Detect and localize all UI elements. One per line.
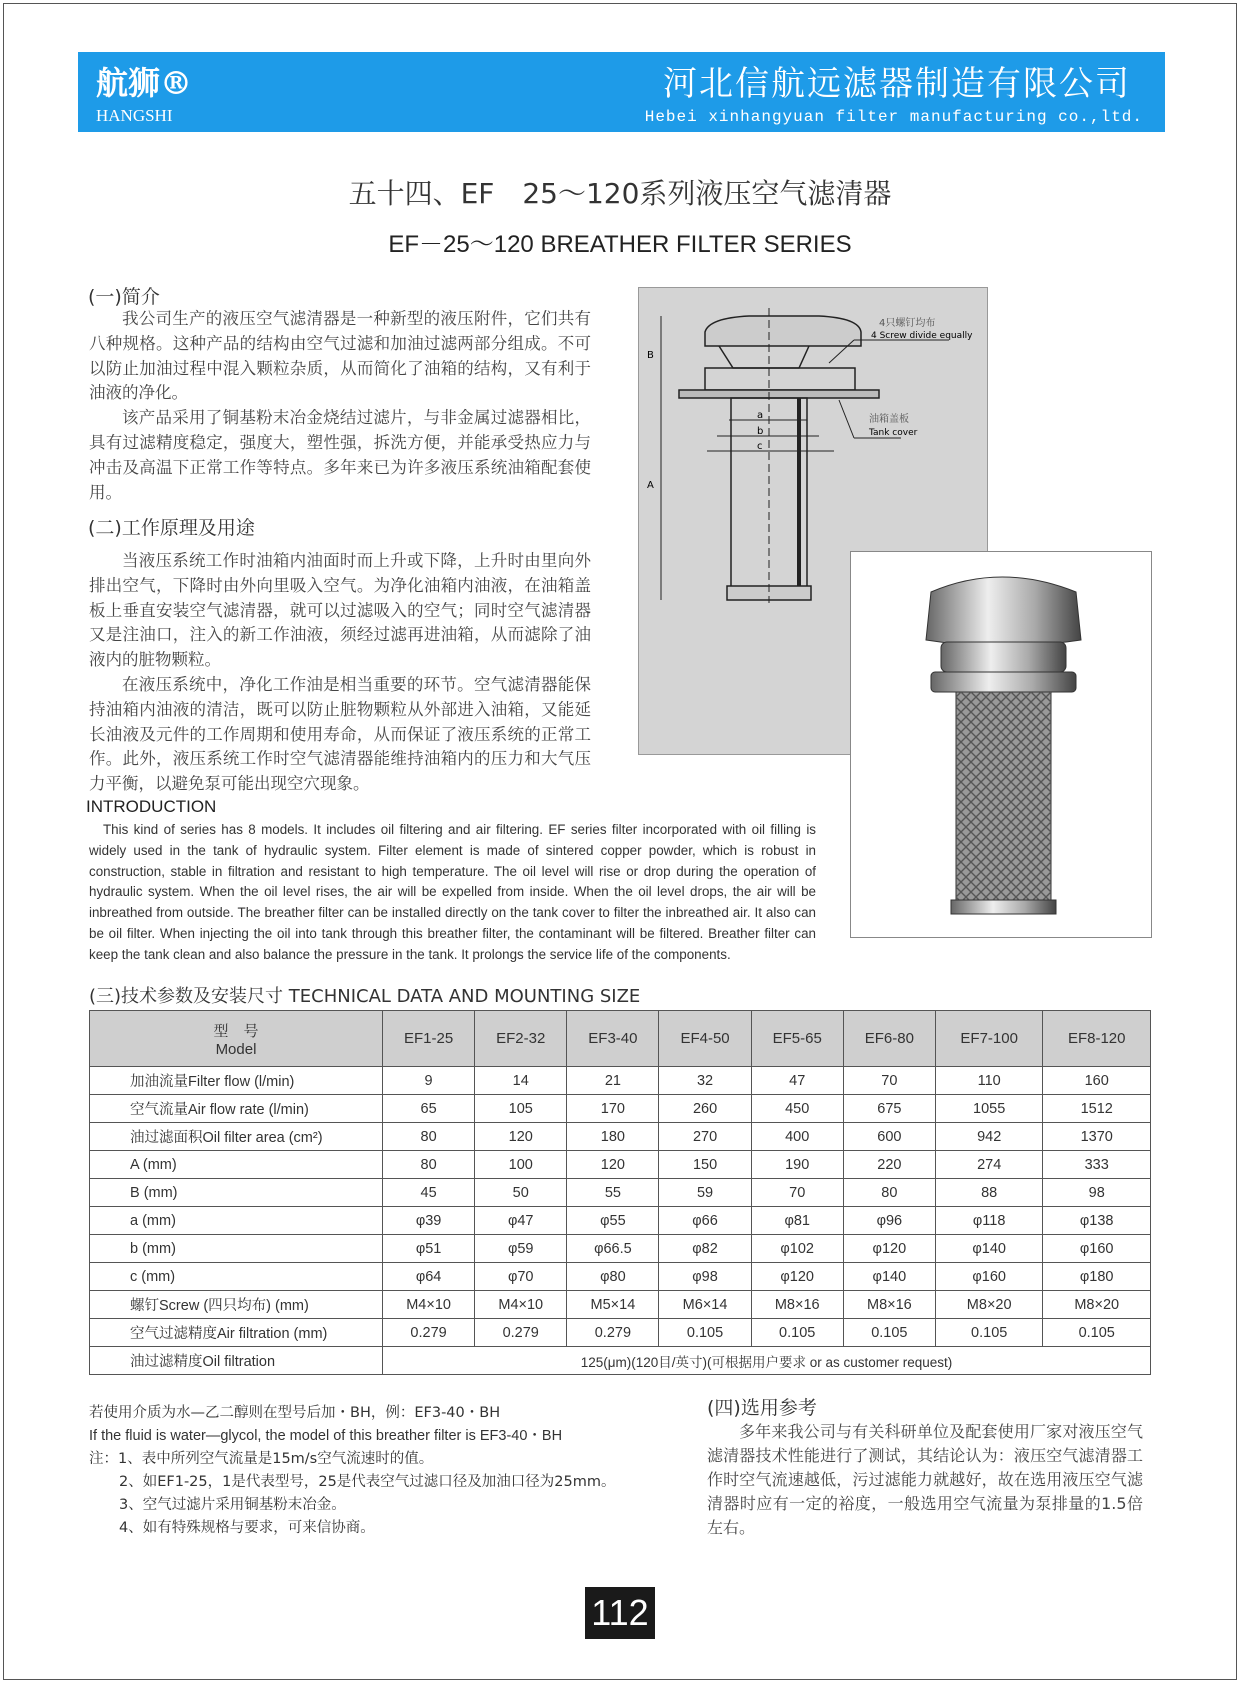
table-cell: φ82	[659, 1235, 751, 1263]
table-cell: φ120	[843, 1235, 935, 1263]
model-col: EF4-50	[659, 1011, 751, 1067]
table-cell: φ81	[751, 1207, 843, 1235]
cover-label-en: Tank cover	[869, 428, 918, 438]
table-cell: φ51	[383, 1235, 475, 1263]
table-cell: 150	[659, 1151, 751, 1179]
table-cell: 260	[659, 1095, 751, 1123]
table-cell: 70	[843, 1067, 935, 1095]
note: 4、如有特殊规格与要求，可来信协商。	[119, 1520, 375, 1536]
table-cell: 70	[751, 1179, 843, 1207]
table-cell: 450	[751, 1095, 843, 1123]
row-label: a (mm)	[90, 1207, 383, 1235]
paragraph: 我公司生产的液压空气滤清器是一种新型的液压附件，它们共有八种规格。这种产品的结构由空气过滤和加油过滤两部分组成。不可以防止加油过程中混入颗粒杂质，从而简化了油箱的结构，又有利于油液的净化。	[89, 309, 591, 403]
notes	[89, 1402, 616, 1540]
table-cell: 0.105	[751, 1319, 843, 1347]
model-header-cn: 型 号	[213, 1022, 259, 1040]
company-name-en: Hebei xinhangyuan filter manufacturing co.,ltd.	[644, 108, 1143, 126]
table-cell: 190	[751, 1151, 843, 1179]
table-row	[90, 1179, 1151, 1207]
model-col: EF1-25	[383, 1011, 475, 1067]
table-cell: 14	[475, 1067, 567, 1095]
table-cell: 88	[935, 1179, 1042, 1207]
dim-B-label: B	[647, 350, 654, 361]
table-cell: M8×16	[751, 1291, 843, 1319]
page-subtitle: EF－25～120 BREATHER FILTER SERIES	[388, 231, 852, 258]
table-row	[90, 1067, 1151, 1095]
row-label: 加油流量Filter flow (l/min)	[90, 1067, 383, 1095]
table-cell: 120	[475, 1123, 567, 1151]
table-row	[90, 1291, 1151, 1319]
table-cell: M4×10	[475, 1291, 567, 1319]
table-row	[90, 1319, 1151, 1347]
table-cell: 942	[935, 1123, 1042, 1151]
table-cell: 0.105	[1043, 1319, 1151, 1347]
dim-A-label: A	[647, 480, 654, 491]
table-cell: 110	[935, 1067, 1042, 1095]
dim-b-label: b	[757, 426, 764, 437]
table-cell: 100	[475, 1151, 567, 1179]
note: 注：1、表中所列空气流量是15m/s空气流速时的值。	[89, 1451, 434, 1467]
table-cell: φ160	[1043, 1235, 1151, 1263]
table-cell: 105	[475, 1095, 567, 1123]
introduction-heading: INTRODUCTION	[86, 797, 217, 816]
table-cell: φ138	[1043, 1207, 1151, 1235]
table-cell: M8×20	[935, 1291, 1042, 1319]
table-row	[90, 1263, 1151, 1291]
table-cell: 65	[383, 1095, 475, 1123]
table-cell: 0.105	[659, 1319, 751, 1347]
table-cell: M4×10	[383, 1291, 475, 1319]
dim-a-label: a	[757, 410, 764, 421]
section-2-text	[89, 549, 591, 797]
dim-c-label: c	[757, 441, 763, 452]
table-cell: 180	[567, 1123, 659, 1151]
note: 2、如EF1-25，1是代表型号，25是代表空气过滤口径及加油口径为25mm。	[119, 1474, 616, 1490]
note: 若使用介质为水—乙二醇则在型号后加・BH，例：EF3-40・BH	[89, 1405, 501, 1421]
table-cell: 274	[935, 1151, 1042, 1179]
section-4-heading: (四)选用参考	[707, 1397, 817, 1419]
table-cell: φ98	[659, 1263, 751, 1291]
table-cell: 675	[843, 1095, 935, 1123]
introduction-text	[89, 820, 816, 966]
model-header-en: Model	[215, 1040, 257, 1058]
paragraph: 当液压系统工作时油箱内油面时而上升或下降，上升时由里向外排出空气，下降时由外向里吸入空气。为净化油箱内油液，在油箱盖板上垂直安装空气滤清器，就可以过滤吸入的空气；同时空气滤清器又是注油口，注入的新工作油液，须经过滤再进油箱，从而滤除了油液内的脏物颗粒。	[89, 551, 591, 670]
table-cell: 0.279	[567, 1319, 659, 1347]
table-cell: 32	[659, 1067, 751, 1095]
page-number: 112	[585, 1587, 655, 1639]
table-title: (三)技术参数及安装尺寸 TECHNICAL DATA AND MOUNTING SIZE	[89, 986, 641, 1007]
technical-data-table	[89, 1010, 1151, 1375]
table-cell: M6×14	[659, 1291, 751, 1319]
table-row	[90, 1095, 1151, 1123]
table-cell: 98	[1043, 1179, 1151, 1207]
table-cell: 0.105	[843, 1319, 935, 1347]
paragraph: 该产品采用了铜基粉末冶金烧结过滤片，与非金属过滤器相比，具有过滤精度稳定，强度大，塑性强，拆洗方便，并能承受热应力与冲击及高温下正常工作等特点。多年来已为许多液压系统油箱配套使用。	[89, 408, 591, 502]
note: 3、空气过滤片采用铜基粉末冶金。	[119, 1497, 346, 1513]
table-header-row	[90, 1011, 1151, 1067]
table-cell: 59	[659, 1179, 751, 1207]
page-header	[78, 52, 1165, 132]
row-label: 空气过滤精度Air filtration (mm)	[90, 1319, 383, 1347]
table-cell: M5×14	[567, 1291, 659, 1319]
table-cell: 333	[1043, 1151, 1151, 1179]
model-col: EF7-100	[935, 1011, 1042, 1067]
table-cell: 120	[567, 1151, 659, 1179]
table-cell: 125(μm)(120目/英寸)(可根据用户要求 or as customer request)	[383, 1347, 1151, 1375]
model-col: EF2-32	[475, 1011, 567, 1067]
table-row	[90, 1207, 1151, 1235]
row-label: A (mm)	[90, 1151, 383, 1179]
table-cell: φ96	[843, 1207, 935, 1235]
section-1-heading: (一)简介	[88, 286, 160, 308]
table-cell: φ102	[751, 1235, 843, 1263]
table-cell: φ160	[935, 1263, 1042, 1291]
table-cell: φ180	[1043, 1263, 1151, 1291]
table-cell: 270	[659, 1123, 751, 1151]
row-label: b (mm)	[90, 1235, 383, 1263]
model-header	[90, 1011, 383, 1067]
page-title: 五十四、EF 25～120系列液压空气滤清器	[348, 177, 892, 210]
table-cell: φ59	[475, 1235, 567, 1263]
table-cell: 80	[383, 1123, 475, 1151]
table-cell: φ140	[843, 1263, 935, 1291]
row-label: 油过滤精度Oil filtration	[90, 1347, 383, 1375]
table-row	[90, 1235, 1151, 1263]
table-cell: 80	[383, 1151, 475, 1179]
model-col: EF3-40	[567, 1011, 659, 1067]
table-cell: 0.279	[383, 1319, 475, 1347]
table-cell: φ80	[567, 1263, 659, 1291]
table-cell: 170	[567, 1095, 659, 1123]
table-cell: φ64	[383, 1263, 475, 1291]
section-4-text: 多年来我公司与有关科研单位及配套使用厂家对液压空气滤清器技术性能进行了测试，其结论认为：液压空气滤清器工作时空气流速越低，污过滤能力就越好，故在选用液压空气滤清器时应有一定的裕度，一般选用空气流量为泵排量的1.5倍左右。	[707, 1422, 1143, 1537]
section-4	[707, 1393, 1143, 1540]
table-cell: M8×20	[1043, 1291, 1151, 1319]
table-cell: 220	[843, 1151, 935, 1179]
table-cell: 600	[843, 1123, 935, 1151]
brand-name-en: HANGSHI	[96, 106, 173, 125]
table-cell: φ55	[567, 1207, 659, 1235]
row-label: B (mm)	[90, 1179, 383, 1207]
model-col: EF6-80	[843, 1011, 935, 1067]
model-col: EF5-65	[751, 1011, 843, 1067]
table-cell: 1055	[935, 1095, 1042, 1123]
model-col: EF8-120	[1043, 1011, 1151, 1067]
row-label: 螺钉Screw (四只均布) (mm)	[90, 1291, 383, 1319]
table-cell: 45	[383, 1179, 475, 1207]
table-cell: φ140	[935, 1235, 1042, 1263]
company-name: 河北信航远滤器制造有限公司	[663, 64, 1131, 104]
table-cell: 0.279	[475, 1319, 567, 1347]
table-cell: φ39	[383, 1207, 475, 1235]
section-2-heading: (二)工作原理及用途	[88, 517, 255, 539]
table-cell: 400	[751, 1123, 843, 1151]
table-cell: φ70	[475, 1263, 567, 1291]
screw-label-cn: 4只螺钉均布	[879, 318, 936, 329]
note: If the fluid is water—glycol, the model of this breather filter is EF3-40・BH	[89, 1428, 563, 1444]
table-cell: 21	[567, 1067, 659, 1095]
table-cell: 160	[1043, 1067, 1151, 1095]
table-cell: φ66	[659, 1207, 751, 1235]
product-photo	[850, 551, 1152, 938]
table-cell: 1512	[1043, 1095, 1151, 1123]
table-cell: 50	[475, 1179, 567, 1207]
table-cell: 80	[843, 1179, 935, 1207]
row-label: 油过滤面积Oil filter area (cm²)	[90, 1123, 383, 1151]
table-cell: 9	[383, 1067, 475, 1095]
table-cell: φ118	[935, 1207, 1042, 1235]
section-1-text	[89, 307, 591, 505]
table-cell: φ66.5	[567, 1235, 659, 1263]
table-cell: 47	[751, 1067, 843, 1095]
cover-label-cn: 油箱盖板	[869, 414, 909, 425]
table-cell: 0.105	[935, 1319, 1042, 1347]
row-label: c (mm)	[90, 1263, 383, 1291]
brand-name: 航狮®	[96, 64, 193, 102]
table-row	[90, 1123, 1151, 1151]
table-cell: M8×16	[843, 1291, 935, 1319]
table-cell: 1370	[1043, 1123, 1151, 1151]
table-cell: φ47	[475, 1207, 567, 1235]
row-label: 空气流量Air flow rate (l/min)	[90, 1095, 383, 1123]
table-cell: φ120	[751, 1263, 843, 1291]
screw-label-en: 4 Screw divide equally	[871, 331, 973, 341]
paragraph: 在液压系统中，净化工作油是相当重要的环节。空气滤清器能保持油箱内油液的清洁，既可以防止脏物颗粒从外部进入油箱，又能延长油液及元件的工作周期和使用寿命，从而保证了液压系统的正常工作。此外，液压系统工作时空气滤清器能维持油箱内的压力和大气压力平衡，以避免泵可能出现空穴现象。	[89, 674, 591, 794]
table-row-oil-filtration	[90, 1347, 1151, 1375]
introduction-paragraph: This kind of series has 8 models. It includes oil filtering and air filtering. EF series filter incorporated with oil filling is widely used in the tank of hydraulic system. Filter element is made of sintered copper powder, which is robust in construction, stable in filtration and resistant to high temperature. The oil level will rise or drop during the operation of hydraulic system. When the oil level rises, the air will be expelled from inside. When the oil level drops, the air will be inbreathed from outside. The breather filter can be installed directly on the tank cover to filter the inbreathed air. It also can be oil filter. When injecting the oil into tank through this breather filter, the contaminant will be filtered. Breather filter can keep the tank clean and also balance the pressure in the tank. It prolongs the service life of the components.	[89, 822, 816, 962]
table-cell: 55	[567, 1179, 659, 1207]
table-row	[90, 1151, 1151, 1179]
